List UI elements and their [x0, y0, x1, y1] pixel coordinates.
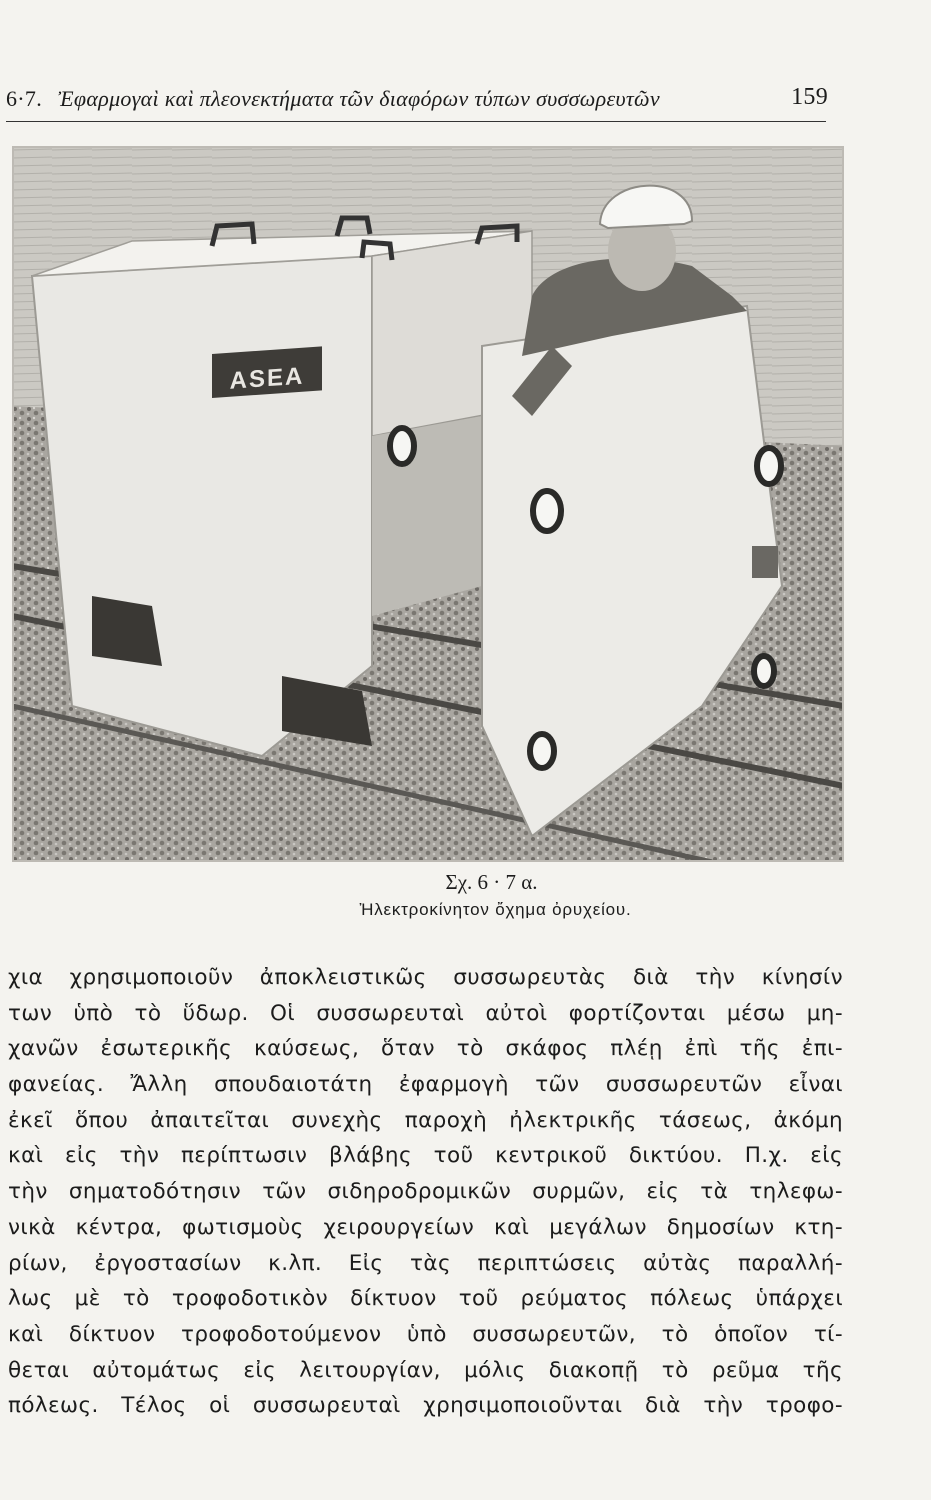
text-line: καὶ δίκτυον τροφοδοτούμενον ὑπὸ συσσωρευτῶν, τὸ ὁποῖον τί-	[8, 1321, 843, 1347]
text-line: λως μὲ τὸ τροφοδοτικὸν δίκτυον τοῦ ρεύματος πόλεως ὑπάρχει	[8, 1286, 843, 1312]
figure-number: Σχ. 6 · 7 α.	[445, 870, 538, 894]
text-line: ρίων, ἐργοστασίων κ.λπ. Εἰς τὰς περιπτώσεις αὐτὰς παραλλή-	[8, 1250, 843, 1276]
text-line: πόλεως. Τέλος οἱ συσσωρευταὶ χρησιμοποιοῦνται διὰ τὴν τροφο-	[8, 1393, 843, 1419]
figure-photo	[12, 146, 844, 862]
brand-label: ASEA	[229, 362, 305, 395]
body-paragraph	[8, 960, 843, 1424]
text-line: χανῶν ἐσωτερικῆς καύσεως, ὅταν τὸ σκάφος πλέῃ ἐπὶ τῆς ἐπι-	[8, 1036, 843, 1062]
page-number: 159	[791, 84, 828, 110]
text-line: τὴν σηματοδότησιν τῶν σιδηροδρομικῶν συρμῶν, εἰς τὰ τηλεφω-	[8, 1179, 843, 1205]
text-line: των ὑπὸ τὸ ὕδωρ. Οἱ συσσωρευταὶ αὐτοὶ φορτίζονται μέσω μη-	[8, 1000, 843, 1026]
text-line: φανείας. Ἄλλη σπουδαιοτάτη ἐφαρμογὴ τῶν συσσωρευτῶν εἶναι	[8, 1072, 843, 1098]
text-line: ἐκεῖ ὅπου ἀπαιτεῖται συνεχὴς παροχὴ ἠλεκτρικῆς τάσεως, ἀκόμη	[8, 1107, 843, 1133]
figure-caption: Ἠλεκτροκίνητον ὄχημα ὀρυχείου.	[359, 900, 632, 919]
mine-vehicle-photo	[12, 146, 844, 862]
section-number: 6·7.	[6, 86, 43, 111]
text-line: νικὰ κέντρα, φωτισμοὺς χειρουργείων καὶ μεγάλων δημοσίων κτη-	[8, 1214, 843, 1240]
text-line: καὶ εἰς τὴν περίπτωσιν βλάβης τοῦ κεντρικοῦ δικτύου. Π.χ. εἰς	[8, 1143, 843, 1169]
text-line: θεται αὐτομάτως εἰς λειτουργίαν, μόλις διακοπῇ τὸ ρεῦμα τῆς	[8, 1357, 843, 1383]
header-rule	[6, 121, 826, 122]
running-header	[6, 84, 828, 114]
chapter-title: Ἐφαρμογαὶ καὶ πλεονεκτήματα τῶν διαφόρων τύπων συσσωρευτῶν	[58, 86, 660, 111]
text-line: χια χρησιμοποιοῦν ἀποκλειστικῶς συσσωρευτὰς διὰ τὴν κίνησίν	[8, 965, 843, 990]
